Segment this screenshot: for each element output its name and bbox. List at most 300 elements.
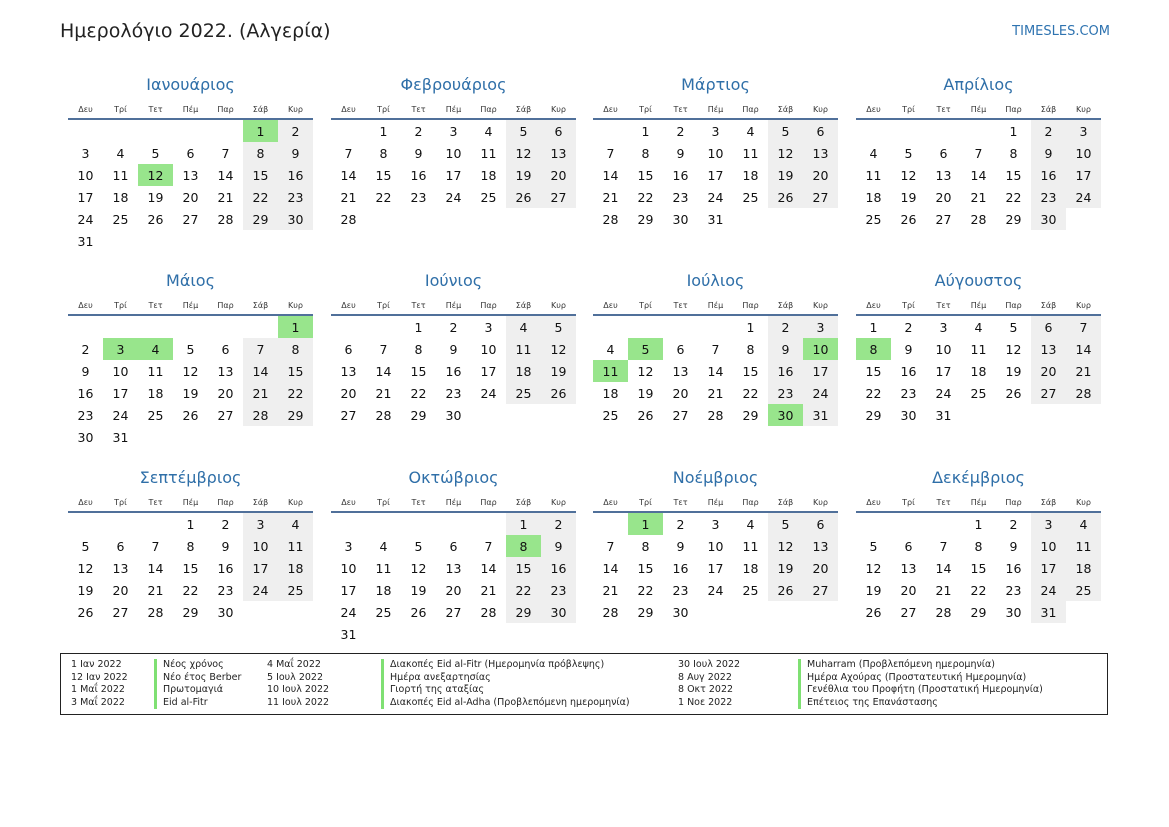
- day-cell: 26: [182, 407, 199, 423]
- day-cell: 7: [344, 145, 353, 161]
- legend-holiday-name: Eid al-Fitr: [154, 697, 241, 710]
- day-cell: 24: [935, 385, 952, 401]
- weekday-label: Σάβ: [252, 497, 269, 507]
- day-cell: 26: [506, 186, 541, 208]
- day-cell: 24: [340, 604, 357, 620]
- day-cell: 15: [243, 164, 278, 186]
- day-cell: 27: [803, 186, 838, 208]
- day-cell: 23: [410, 189, 427, 205]
- day-cell: 4: [506, 316, 541, 338]
- weekday-label: Πέμ: [707, 497, 724, 507]
- day-cell: 16: [410, 167, 427, 183]
- weekday-label: Σάβ: [777, 497, 794, 507]
- day-cell: 23: [672, 189, 689, 205]
- day-cell: 29: [278, 404, 313, 426]
- day-cell: 30: [217, 604, 234, 620]
- day-cell: 12: [768, 535, 803, 557]
- day-cell: 20: [1031, 360, 1066, 382]
- day-cell: 10: [1031, 535, 1066, 557]
- day-cell: 12: [77, 560, 94, 576]
- empty-cell: [138, 513, 173, 535]
- month-block: [331, 74, 576, 230]
- day-cell: 4: [379, 538, 388, 554]
- legend-holiday-name: Ημέρα Αχούρας (Προστατευτική Ημερομηνία): [798, 672, 1043, 685]
- day-cell: 6: [541, 120, 576, 142]
- month-name: Ιούλιος: [686, 271, 745, 290]
- legend-date: 11 Ιουλ 2022: [267, 696, 330, 708]
- empty-cell: [331, 316, 366, 338]
- day-cell: 16: [768, 360, 803, 382]
- day-cell: 4: [746, 516, 755, 532]
- weekday-label: Παρ: [742, 104, 759, 114]
- day-cell: 21: [935, 582, 952, 598]
- weekday-label: Πέμ: [182, 300, 199, 310]
- weekday-label: Δευ: [866, 497, 881, 507]
- day-cell: 21: [243, 382, 278, 404]
- empty-cell: [856, 513, 891, 535]
- empty-cell: [471, 513, 506, 535]
- legend-dates-col-2: [267, 659, 329, 709]
- day-cell: 11: [1066, 535, 1101, 557]
- day-cell: 2: [676, 516, 685, 532]
- day-cell: 25: [506, 382, 541, 404]
- day-cell: 31: [935, 407, 952, 423]
- day-cell: 3: [803, 316, 838, 338]
- empty-cell: [366, 513, 401, 535]
- day-cell: 8: [186, 538, 195, 554]
- site-link[interactable]: TIMESLES.COM: [1012, 24, 1110, 39]
- day-cell: 10: [707, 538, 724, 554]
- day-cell: 6: [1031, 316, 1066, 338]
- day-cell: 17: [935, 363, 952, 379]
- day-cell: 6: [803, 120, 838, 142]
- day-cell: 13: [803, 142, 838, 164]
- month-block: [856, 74, 1101, 230]
- empty-cell: [891, 513, 926, 535]
- day-cell: 3: [1031, 513, 1066, 535]
- day-cell: 11: [742, 145, 759, 161]
- day-cell: 8: [278, 338, 313, 360]
- day-cell: 19: [410, 582, 427, 598]
- day-cell: 5: [506, 120, 541, 142]
- day-cell: 2: [414, 123, 423, 139]
- weekday-label: Δευ: [78, 497, 93, 507]
- day-cell: 30: [672, 211, 689, 227]
- weekday-label: Σάβ: [1040, 104, 1057, 114]
- day-cell: 24: [112, 407, 129, 423]
- empty-cell: [208, 316, 243, 338]
- day-cell: 25: [742, 189, 759, 205]
- month-name: Ιούνιος: [424, 271, 483, 290]
- day-cell: 28: [375, 407, 392, 423]
- weekday-label: Κυρ: [288, 300, 303, 310]
- day-cell: 15: [865, 363, 882, 379]
- day-cell: 2: [768, 316, 803, 338]
- weekday-label: Πέμ: [445, 497, 462, 507]
- day-cell: 8: [974, 538, 983, 554]
- legend-date: 8 Αυγ 2022: [678, 671, 732, 683]
- month-name: Απρίλιος: [943, 75, 1014, 94]
- legend-date: 10 Ιουλ 2022: [267, 684, 330, 695]
- weekday-label: Τετ: [673, 497, 688, 507]
- day-cell: 15: [1005, 167, 1022, 183]
- holiday-day: 4: [138, 338, 173, 360]
- day-cell: 18: [278, 557, 313, 579]
- weekday-label: Κυρ: [551, 497, 566, 507]
- day-cell: 27: [900, 604, 917, 620]
- day-cell: 26: [865, 604, 882, 620]
- weekday-header: [856, 296, 1101, 316]
- weekday-label: Παρ: [480, 104, 497, 114]
- day-cell: 3: [1066, 120, 1101, 142]
- day-cell: 8: [641, 145, 650, 161]
- day-cell: 9: [676, 145, 685, 161]
- day-cell: 28: [935, 604, 952, 620]
- day-cell: 22: [410, 385, 427, 401]
- day-cell: 19: [768, 164, 803, 186]
- day-cell: 20: [445, 582, 462, 598]
- day-cell: 5: [186, 341, 195, 357]
- day-cell: 18: [147, 385, 164, 401]
- day-cell: 3: [449, 123, 458, 139]
- day-cell: 22: [637, 189, 654, 205]
- month-name: Νοέμβριος: [672, 468, 759, 487]
- weekday-label: Τρί: [902, 104, 915, 114]
- weekday-label: Τετ: [148, 300, 163, 310]
- weekday-label: Τρί: [377, 104, 390, 114]
- day-cell: 24: [243, 579, 278, 601]
- day-cell: 13: [541, 142, 576, 164]
- day-cell: 25: [1066, 579, 1101, 601]
- weekday-label: Σάβ: [515, 497, 532, 507]
- day-cell: 23: [768, 382, 803, 404]
- weekday-label: Σάβ: [515, 104, 532, 114]
- weekday-label: Τρί: [114, 104, 127, 114]
- day-cell: 7: [484, 538, 493, 554]
- day-cell: 1: [506, 513, 541, 535]
- day-cell: 21: [707, 385, 724, 401]
- day-cell: 24: [445, 189, 462, 205]
- days-grid: [593, 316, 838, 426]
- day-cell: 20: [935, 189, 952, 205]
- empty-cell: [138, 316, 173, 338]
- day-cell: 20: [217, 385, 234, 401]
- day-cell: 11: [865, 167, 882, 183]
- day-cell: 13: [803, 535, 838, 557]
- legend-dates-col-1: [71, 659, 128, 709]
- weekday-label: Παρ: [742, 497, 759, 507]
- day-cell: 1: [641, 123, 650, 139]
- day-cell: 2: [676, 123, 685, 139]
- day-cell: 17: [1031, 557, 1066, 579]
- day-cell: 24: [480, 385, 497, 401]
- day-cell: 1: [186, 516, 195, 532]
- day-cell: 1: [746, 319, 755, 335]
- day-cell: 5: [151, 145, 160, 161]
- weekday-label: Κυρ: [813, 497, 828, 507]
- day-cell: 19: [1005, 363, 1022, 379]
- weekday-label: Κυρ: [1076, 104, 1091, 114]
- day-cell: 20: [803, 557, 838, 579]
- weekday-label: Τετ: [673, 300, 688, 310]
- day-cell: 27: [217, 407, 234, 423]
- day-cell: 11: [506, 338, 541, 360]
- legend-date: 8 Οκτ 2022: [678, 684, 734, 695]
- weekday-label: Σάβ: [252, 300, 269, 310]
- day-cell: 17: [1066, 164, 1101, 186]
- day-cell: 5: [768, 513, 803, 535]
- day-cell: 20: [182, 189, 199, 205]
- legend-holiday-name: Ημέρα ανεξαρτησίας: [381, 672, 630, 685]
- day-cell: 18: [865, 189, 882, 205]
- day-cell: 18: [970, 363, 987, 379]
- day-cell: 31: [112, 429, 129, 445]
- day-cell: 23: [278, 186, 313, 208]
- day-cell: 28: [147, 604, 164, 620]
- day-cell: 22: [375, 189, 392, 205]
- day-cell: 21: [602, 189, 619, 205]
- day-cell: 25: [375, 604, 392, 620]
- day-cell: 17: [340, 582, 357, 598]
- day-cell: 20: [340, 385, 357, 401]
- day-cell: 1: [379, 123, 388, 139]
- day-cell: 24: [1066, 186, 1101, 208]
- legend-holiday-name: Νέος χρόνος: [154, 659, 241, 672]
- day-cell: 16: [278, 164, 313, 186]
- day-cell: 27: [1031, 382, 1066, 404]
- weekday-label: Τετ: [148, 104, 163, 114]
- weekday-header: [68, 296, 313, 316]
- day-cell: 14: [480, 560, 497, 576]
- day-cell: 8: [1009, 145, 1018, 161]
- weekday-label: Κυρ: [288, 497, 303, 507]
- page-title: Ημερολόγιο 2022. (Αλγερία): [60, 20, 331, 42]
- weekday-label: Πέμ: [182, 497, 199, 507]
- weekday-label: Τετ: [411, 104, 426, 114]
- day-cell: 7: [711, 341, 720, 357]
- day-cell: 14: [602, 167, 619, 183]
- day-cell: 1: [1009, 123, 1018, 139]
- month-block: [68, 74, 313, 252]
- day-cell: 20: [803, 164, 838, 186]
- day-cell: 9: [414, 145, 423, 161]
- day-cell: 5: [869, 538, 878, 554]
- empty-cell: [961, 120, 996, 142]
- day-cell: 22: [182, 582, 199, 598]
- legend-date: 5 Ιουλ 2022: [267, 671, 323, 683]
- day-cell: 13: [935, 167, 952, 183]
- legend-date: 3 Μαΐ 2022: [71, 696, 125, 708]
- empty-cell: [891, 120, 926, 142]
- day-cell: 13: [217, 363, 234, 379]
- legend-holiday-name: Πρωτομαγιά: [154, 684, 241, 697]
- days-grid: [593, 513, 838, 623]
- day-cell: 26: [147, 211, 164, 227]
- month-block: [856, 270, 1101, 426]
- day-cell: 17: [707, 167, 724, 183]
- days-grid: [856, 120, 1101, 230]
- weekday-label: Πέμ: [970, 104, 987, 114]
- day-cell: 8: [243, 142, 278, 164]
- day-cell: 28: [970, 211, 987, 227]
- day-cell: 21: [340, 189, 357, 205]
- weekday-label: Πέμ: [970, 497, 987, 507]
- weekday-label: Τετ: [936, 300, 951, 310]
- day-cell: 19: [77, 582, 94, 598]
- weekday-label: Πέμ: [445, 300, 462, 310]
- legend-dates-col-3: [678, 659, 740, 709]
- day-cell: 12: [768, 142, 803, 164]
- day-cell: 25: [112, 211, 129, 227]
- holiday-day: 1: [243, 120, 278, 142]
- day-cell: 7: [1066, 316, 1101, 338]
- day-cell: 15: [375, 167, 392, 183]
- weekday-header: [593, 100, 838, 120]
- day-cell: 24: [77, 211, 94, 227]
- day-cell: 30: [672, 604, 689, 620]
- day-cell: 27: [445, 604, 462, 620]
- weekday-label: Σάβ: [1040, 497, 1057, 507]
- empty-cell: [103, 513, 138, 535]
- empty-cell: [856, 120, 891, 142]
- day-cell: 13: [112, 560, 129, 576]
- weekday-header: [331, 296, 576, 316]
- day-cell: 24: [707, 582, 724, 598]
- day-cell: 25: [480, 189, 497, 205]
- day-cell: 5: [81, 538, 90, 554]
- day-cell: 26: [77, 604, 94, 620]
- weekday-label: Τετ: [411, 497, 426, 507]
- day-cell: 25: [742, 582, 759, 598]
- day-cell: 20: [541, 164, 576, 186]
- day-cell: 17: [77, 189, 94, 205]
- weekday-label: Τετ: [673, 104, 688, 114]
- weekday-header: [593, 493, 838, 513]
- day-cell: 17: [707, 560, 724, 576]
- day-cell: 8: [414, 341, 423, 357]
- day-cell: 12: [900, 167, 917, 183]
- day-cell: 10: [112, 363, 129, 379]
- day-cell: 22: [742, 385, 759, 401]
- days-grid: [68, 120, 313, 252]
- weekday-label: Δευ: [866, 300, 881, 310]
- day-cell: 16: [541, 557, 576, 579]
- day-cell: 29: [742, 407, 759, 423]
- day-cell: 24: [707, 189, 724, 205]
- empty-cell: [366, 316, 401, 338]
- day-cell: 13: [445, 560, 462, 576]
- day-cell: 18: [506, 360, 541, 382]
- month-name: Αύγουστος: [934, 271, 1023, 290]
- day-cell: 23: [217, 582, 234, 598]
- day-cell: 1: [974, 516, 983, 532]
- empty-cell: [68, 316, 103, 338]
- day-cell: 6: [116, 538, 125, 554]
- weekday-label: Σάβ: [777, 104, 794, 114]
- day-cell: 26: [541, 382, 576, 404]
- empty-cell: [138, 120, 173, 142]
- day-cell: 24: [1031, 579, 1066, 601]
- weekday-label: Κυρ: [813, 104, 828, 114]
- month-block: [68, 467, 313, 623]
- day-cell: 28: [340, 211, 357, 227]
- day-cell: 26: [1005, 385, 1022, 401]
- day-cell: 31: [1031, 601, 1066, 623]
- day-cell: 30: [445, 407, 462, 423]
- days-grid: [68, 316, 313, 448]
- day-cell: 4: [869, 145, 878, 161]
- empty-cell: [926, 513, 961, 535]
- holiday-day: 12: [138, 164, 173, 186]
- weekday-label: Παρ: [1005, 104, 1022, 114]
- day-cell: 4: [116, 145, 125, 161]
- weekday-label: Δευ: [341, 300, 356, 310]
- day-cell: 28: [217, 211, 234, 227]
- day-cell: 25: [147, 407, 164, 423]
- day-cell: 7: [221, 145, 230, 161]
- day-cell: 22: [243, 186, 278, 208]
- day-cell: 26: [768, 579, 803, 601]
- day-cell: 2: [278, 120, 313, 142]
- day-cell: 18: [480, 167, 497, 183]
- day-cell: 29: [637, 211, 654, 227]
- weekday-label: Πέμ: [445, 104, 462, 114]
- weekday-label: Πέμ: [707, 104, 724, 114]
- day-cell: 29: [637, 604, 654, 620]
- day-cell: 15: [506, 557, 541, 579]
- day-cell: 10: [340, 560, 357, 576]
- day-cell: 14: [970, 167, 987, 183]
- legend-holiday-name: Διακοπές Eid al-Adha (Προβλεπόμενη ημερομηνία): [381, 697, 630, 710]
- day-cell: 28: [602, 604, 619, 620]
- weekday-header: [856, 493, 1101, 513]
- holiday-day: 30: [768, 404, 803, 426]
- day-cell: 28: [707, 407, 724, 423]
- weekday-label: Τρί: [639, 104, 652, 114]
- day-cell: 5: [1009, 319, 1018, 335]
- day-cell: 16: [900, 363, 917, 379]
- weekday-label: Δευ: [341, 104, 356, 114]
- day-cell: 26: [637, 407, 654, 423]
- weekday-label: Παρ: [1005, 497, 1022, 507]
- day-cell: 26: [410, 604, 427, 620]
- legend-date: 1 Μαΐ 2022: [71, 684, 125, 695]
- legend-names-col-1: [154, 659, 241, 709]
- days-grid: [68, 513, 313, 623]
- weekday-label: Τρί: [902, 497, 915, 507]
- month-block: [331, 270, 576, 426]
- day-cell: 31: [340, 626, 357, 642]
- holiday-day: 1: [628, 513, 663, 535]
- day-cell: 29: [970, 604, 987, 620]
- day-cell: 27: [112, 604, 129, 620]
- day-cell: 10: [1066, 142, 1101, 164]
- day-cell: 3: [344, 538, 353, 554]
- day-cell: 3: [711, 516, 720, 532]
- day-cell: 5: [904, 145, 913, 161]
- day-cell: 12: [410, 560, 427, 576]
- day-cell: 18: [112, 189, 129, 205]
- day-cell: 10: [77, 167, 94, 183]
- weekday-label: Τρί: [377, 300, 390, 310]
- day-cell: 10: [480, 341, 497, 357]
- legend-date: 4 Μαΐ 2022: [267, 659, 321, 670]
- day-cell: 5: [768, 120, 803, 142]
- legend-holiday-name: Νέο έτος Berber: [154, 672, 241, 685]
- day-cell: 3: [939, 319, 948, 335]
- day-cell: 4: [746, 123, 755, 139]
- days-grid: [856, 513, 1101, 623]
